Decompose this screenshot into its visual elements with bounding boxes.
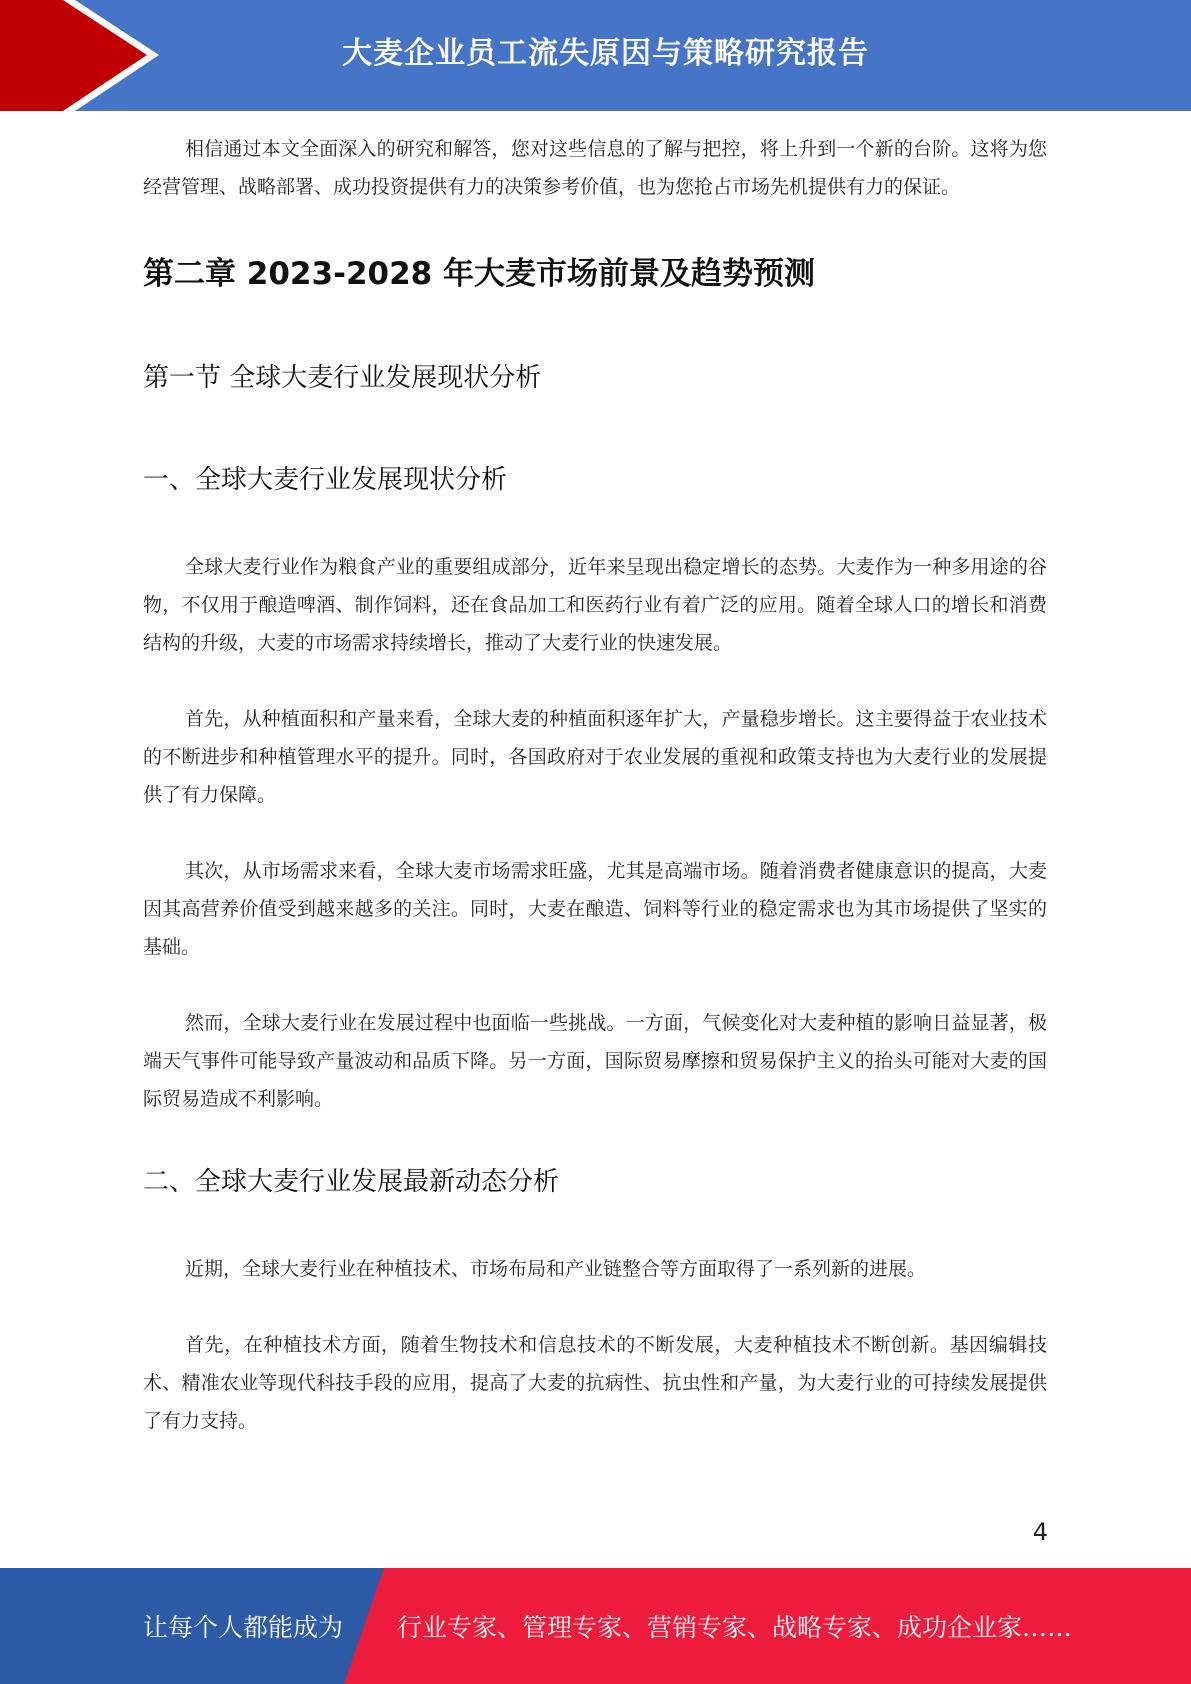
report-title: 大麦企业员工流失原因与策略研究报告 [342,36,869,71]
chapter-title: 第二章 2023-2028 年大麦市场前景及趋势预测 [143,256,816,292]
page-header [0,0,1191,111]
page-number: 4 [1032,1518,1048,1546]
subsection-title-2: 二、全球大麦行业发展最新动态分析 [143,1167,560,1197]
footer-slogan-left: 让每个人都能成为 [143,1613,344,1642]
page-content [143,130,1047,1440]
page-footer [0,1568,1191,1684]
intro-paragraph: 相信通过本文全面深入的研究和解答，您对这些信息的了解与把控，将上升到一个新的台阶。这将为您经营管理、战略部署、成功投资提供有力的决策参考价值，也为您抢占市场先机提供有力的保证。 [143,138,1047,198]
paragraph: 近期，全球大麦行业在种植技术、市场布局和产业链整合等方面取得了一系列新的进展。 [185,1258,927,1280]
footer-slogan-right: 行业专家、管理专家、营销专家、战略专家、成功企业家…… [397,1613,1073,1642]
paragraph: 首先，从种植面积和产量来看，全球大麦的种植面积逐年扩大，产量稳步增长。这主要得益于农业技术的不断进步和种植管理水平的提升。同时，各国政府对于农业发展的重视和政策支持也为大麦行业的发展提供了有力保障。 [143,708,1047,806]
subsection-title-1: 一、全球大麦行业发展现状分析 [143,465,508,495]
paragraph: 其次，从市场需求来看，全球大麦市场需求旺盛，尤其是高端市场。随着消费者健康意识的提高，大麦因其高营养价值受到越来越多的关注。同时，大麦在酿造、饲料等行业的稳定需求也为其市场提供了坚实的基础。 [143,860,1047,958]
paragraph: 然而，全球大麦行业在发展过程中也面临一些挑战。一方面，气候变化对大麦种植的影响日益显著，极端天气事件可能导致产量波动和品质下降。另一方面，国际贸易摩擦和贸易保护主义的抬头可能对大麦的国际贸易造成不利影响。 [143,1012,1047,1110]
paragraph: 全球大麦行业作为粮食产业的重要组成部分，近年来呈现出稳定增长的态势。大麦作为一种多用途的谷物，不仅用于酿造啤酒、制作饲料，还在食品加工和医药行业有着广泛的应用。随着全球人口的增长和消费结构的升级，大麦的市场需求持续增长，推动了大麦行业的快速发展。 [143,556,1047,654]
section-title: 第一节 全球大麦行业发展现状分析 [143,363,542,393]
paragraph: 首先，在种植技术方面，随着生物技术和信息技术的不断发展，大麦种植技术不断创新。基因编辑技术、精准农业等现代科技手段的应用，提高了大麦的抗病性、抗虫性和产量，为大麦行业的可持续发展提供了有力支持。 [143,1334,1047,1432]
